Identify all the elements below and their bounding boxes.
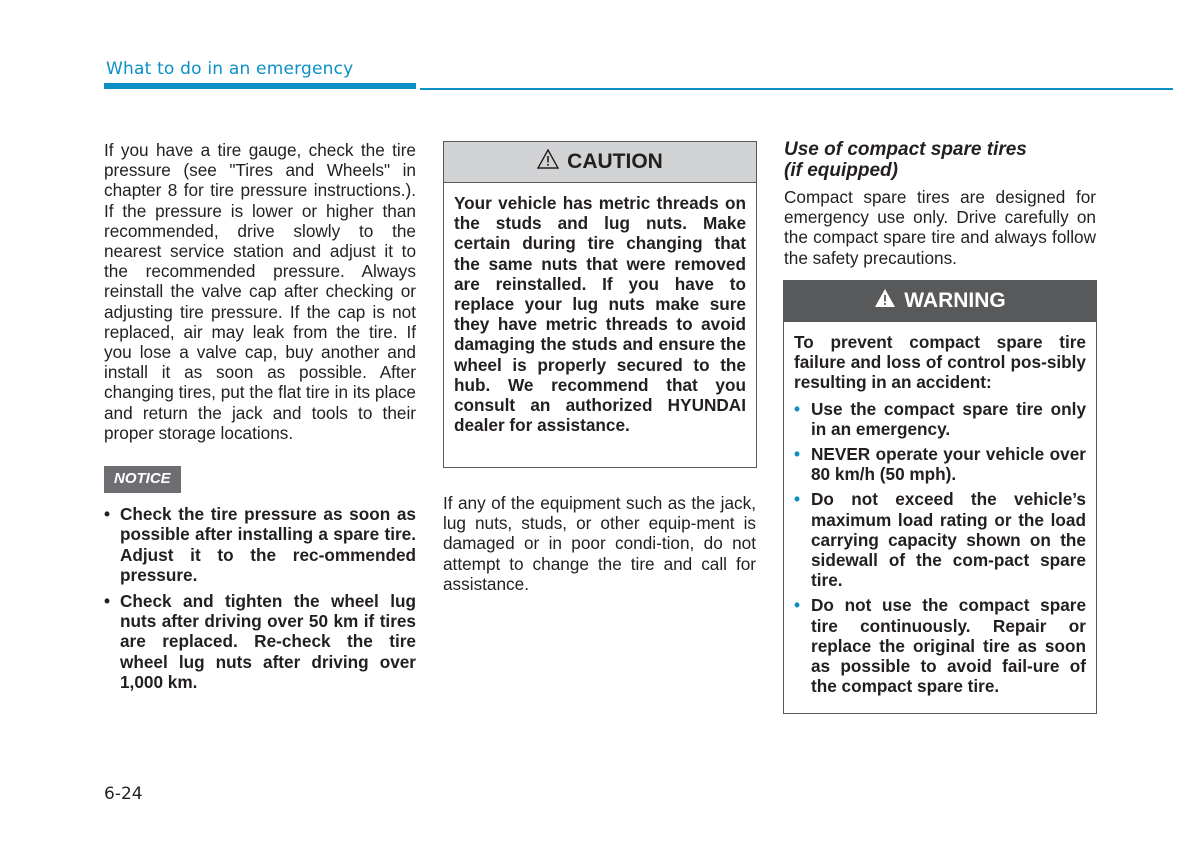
warning-item [794, 489, 1086, 590]
header-rule-thick [104, 83, 416, 89]
warning-item-text: Do not use the compact spare tire continuously. Repair or replace the original tire as soon as possible to avoid fail-ure of the compact spare tire. [811, 595, 1086, 697]
page-number: 6-24 [104, 784, 143, 804]
warning-item [794, 444, 1086, 484]
compact-spare-title [784, 139, 1096, 181]
bullet-icon: • [794, 489, 801, 510]
column-left [104, 140, 416, 698]
warning-item-text: NEVER operate your vehicle over 80 km/h (50 mph). [811, 444, 1086, 485]
notice-list [104, 504, 416, 692]
caution-body: Your vehicle has metric threads on the studs and lug nuts. Make certain during tire changing that the same nuts that were removed are reinstalled. If you have to replace your lug nuts make sure they have metric threads to avoid damaging the studs and ensure the wheel is properly secured to the hub. We recommend that you consult an authorized HYUNDAI dealer for assistance. [454, 193, 746, 436]
compact-spare-title-line1: Use of compact spare tires [784, 139, 1027, 160]
bullet-icon: • [104, 504, 111, 525]
bullet-icon: • [104, 591, 111, 612]
notice-item [104, 591, 416, 692]
warning-triangle-icon [874, 288, 896, 314]
caution-header [444, 142, 756, 183]
warning-list [794, 399, 1086, 697]
warning-box [783, 280, 1097, 714]
notice-label: NOTICE [104, 466, 181, 493]
tire-gauge-paragraph: If you have a tire gauge, check the tire pressure (see "Tires and Wheels" in chapter 8 for tire pressure instructions.). If the pressure is lower or higher than recommended, drive slowly to the nearest service station and adjust it to the recommended pressure. Always reinstall the valve cap after checking or adjusting tire pressure. If the cap is not replaced, air may leak from the tire. If you lose a valve cap, buy another and install it as soon as possible. After changing tires, put the flat tire in its place and return the jack and tools to their proper storage locations. [104, 140, 416, 443]
warning-title: WARNING [904, 289, 1006, 312]
warning-item-text: Use the compact spare tire only in an emergency. [811, 398, 1086, 439]
notice-item-text: Check the tire pressure as soon as possible after installing a spare tire. Adjust it to the rec-ommended pressure. [120, 504, 416, 585]
caution-box [443, 141, 757, 468]
warning-intro: To prevent compact spare tire failure and loss of control pos-sibly resulting in an accident: [794, 332, 1086, 393]
notice-item [104, 504, 416, 585]
section-header-title: What to do in an emergency [106, 59, 354, 79]
warning-item [794, 595, 1086, 696]
bullet-icon: • [794, 595, 801, 616]
warning-header [784, 281, 1096, 322]
bullet-icon: • [794, 398, 801, 419]
warning-item-text: Do not exceed the vehicle’s maximum load rating or the load carrying capacity shown on the sidewall of the com-pact spare tire. [811, 489, 1086, 591]
compact-spare-paragraph: Compact spare tires are designed for emergency use only. Drive carefully on the compact spare tire and always follow the safety precautions. [784, 187, 1096, 268]
warning-body [784, 322, 1096, 709]
caution-title: CAUTION [567, 150, 663, 173]
equipment-paragraph: If any of the equipment such as the jack, lug nuts, studs, or other equip-ment is damaged or in poor condi-tion, do not attempt to change the tire and call for assistance. [443, 493, 756, 594]
caution-triangle-icon [537, 149, 559, 175]
header-rule-thin [420, 88, 1173, 90]
bullet-icon: • [794, 444, 801, 465]
compact-spare-title-line2: (if equipped) [784, 160, 898, 181]
warning-item [794, 399, 1086, 439]
notice-item-text: Check and tighten the wheel lug nuts after driving over 50 km if tires are replaced. Re-check the tire wheel lug nuts after driving over 1,000 km. [120, 591, 416, 692]
